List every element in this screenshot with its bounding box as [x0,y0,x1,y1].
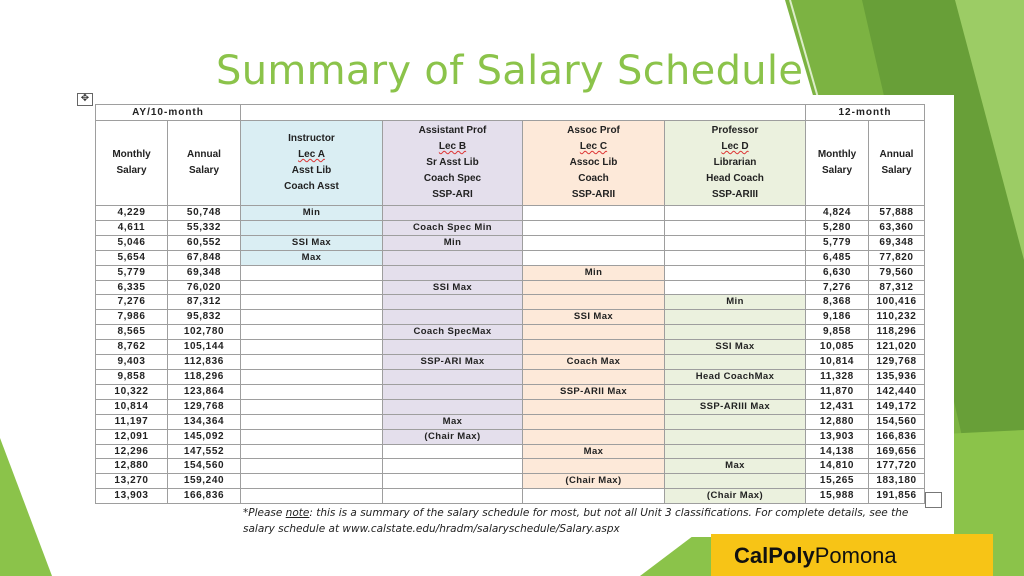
cell-monthly-12: 6,630 [806,265,869,280]
table-row [96,474,925,489]
cell-annual: 112,836 [168,355,241,370]
cell-professor [665,429,806,444]
cell-instructor [241,369,383,384]
table-row [96,310,925,325]
cell-annual: 123,864 [168,384,241,399]
cell-professor [665,220,806,235]
cell-professor [665,474,806,489]
cell-instructor [241,325,383,340]
cell-monthly: 9,858 [96,369,168,384]
cell-instructor: Min [241,206,383,221]
cell-professor [665,384,806,399]
cell-monthly-12: 9,858 [806,325,869,340]
cell-annual-12: 69,348 [869,235,925,250]
cell-professor: Min [665,295,806,310]
cell-assistant-prof: (Chair Max) [383,429,523,444]
cell-assistant-prof [383,295,523,310]
cell-monthly: 8,565 [96,325,168,340]
cell-assoc-prof [523,340,665,355]
cell-annual-12: 63,360 [869,220,925,235]
cell-monthly-12: 11,328 [806,369,869,384]
table-row [96,265,925,280]
cell-monthly-12: 10,814 [806,355,869,370]
cell-monthly: 5,654 [96,250,168,265]
cell-monthly-12: 15,988 [806,489,869,504]
cell-instructor [241,265,383,280]
table-row [96,235,925,250]
cell-monthly-12: 14,138 [806,444,869,459]
cell-assoc-prof: SSP-ARII Max [523,384,665,399]
cell-monthly-12: 5,779 [806,235,869,250]
cell-annual-12: 135,936 [869,369,925,384]
table-row [96,206,925,221]
cell-assistant-prof [383,369,523,384]
cell-annual-12: 191,856 [869,489,925,504]
cell-instructor [241,295,383,310]
cell-assoc-prof [523,235,665,250]
cell-annual-12: 79,560 [869,265,925,280]
cell-annual-12: 110,232 [869,310,925,325]
table-row [96,250,925,265]
cell-assoc-prof: SSI Max [523,310,665,325]
cell-monthly: 12,296 [96,444,168,459]
cell-assistant-prof: Max [383,414,523,429]
table-row [96,369,925,384]
col-annual-salary: Annual Salary [168,121,241,206]
cell-professor [665,444,806,459]
cell-instructor [241,399,383,414]
calpoly-pomona-logo: CalPolyPomona [734,543,897,568]
decor-shape-left [0,438,52,576]
cell-annual-12: 57,888 [869,206,925,221]
cell-instructor [241,310,383,325]
cell-assoc-prof [523,399,665,414]
header-12-month: 12-month [806,105,925,121]
cell-annual-12: 118,296 [869,325,925,340]
cell-monthly-12: 9,186 [806,310,869,325]
cell-annual-12: 149,172 [869,399,925,414]
cell-assoc-prof: Max [523,444,665,459]
cell-professor: Max [665,459,806,474]
cell-assoc-prof: Min [523,265,665,280]
cell-monthly: 7,986 [96,310,168,325]
cell-annual: 145,092 [168,429,241,444]
cell-professor: SSI Max [665,340,806,355]
cell-annual: 95,832 [168,310,241,325]
cell-monthly-12: 10,085 [806,340,869,355]
cell-annual-12: 154,560 [869,414,925,429]
cell-monthly-12: 14,810 [806,459,869,474]
cell-assistant-prof [383,310,523,325]
cell-annual: 129,768 [168,399,241,414]
cell-assistant-prof [383,250,523,265]
cell-monthly-12: 7,276 [806,280,869,295]
cell-instructor [241,355,383,370]
cell-assoc-prof [523,250,665,265]
cell-annual-12: 169,656 [869,444,925,459]
table-row [96,444,925,459]
col-monthly-salary: Monthly Salary [96,121,168,206]
cell-instructor [241,384,383,399]
table-row [96,220,925,235]
cell-instructor [241,459,383,474]
table-row [96,429,925,444]
cell-annual: 69,348 [168,265,241,280]
cell-assistant-prof: SSI Max [383,280,523,295]
cell-assistant-prof: Min [383,235,523,250]
cell-assistant-prof: SSP-ARI Max [383,355,523,370]
col-assistant-prof: Assistant Prof Lec B Sr Asst Lib Coach Spec SSP-ARI [383,121,523,206]
footnote: *Please note: this is a summary of the salary schedule for most, but not all Unit 3 classifications. For complete details, see the salary schedule at www.calstate.edu/hradm/salaryschedule/Salary.aspx [243,507,909,535]
cell-professor [665,310,806,325]
cell-assistant-prof [383,399,523,414]
cell-annual: 50,748 [168,206,241,221]
cell-monthly: 4,229 [96,206,168,221]
cell-monthly: 9,403 [96,355,168,370]
cell-assistant-prof [383,384,523,399]
cell-assoc-prof [523,489,665,504]
col-assoc-prof: Assoc Prof Lec C Assoc Lib Coach SSP-ARII [523,121,665,206]
cell-assoc-prof [523,429,665,444]
cell-instructor [241,429,383,444]
cell-monthly: 13,270 [96,474,168,489]
cell-assistant-prof [383,340,523,355]
cell-instructor [241,280,383,295]
cell-instructor: SSI Max [241,235,383,250]
cell-instructor [241,340,383,355]
cell-annual-12: 166,836 [869,429,925,444]
cell-professor [665,235,806,250]
cell-annual-12: 77,820 [869,250,925,265]
cell-annual: 87,312 [168,295,241,310]
cell-annual-12: 87,312 [869,280,925,295]
table-row [96,489,925,504]
cell-assistant-prof [383,265,523,280]
cell-instructor [241,444,383,459]
cell-annual: 55,332 [168,220,241,235]
cell-monthly-12: 6,485 [806,250,869,265]
cell-monthly-12: 13,903 [806,429,869,444]
cell-assistant-prof [383,459,523,474]
cell-annual-12: 142,440 [869,384,925,399]
col-professor: Professor Lec D Librarian Head Coach SSP-ARIII [665,121,806,206]
cell-assistant-prof [383,489,523,504]
cell-annual-12: 183,180 [869,474,925,489]
cell-monthly: 11,197 [96,414,168,429]
cell-professor [665,265,806,280]
cell-annual-12: 121,020 [869,340,925,355]
cell-annual-12: 129,768 [869,355,925,370]
cell-annual: 134,364 [168,414,241,429]
table-resize-handle[interactable] [925,492,942,508]
cell-assoc-prof [523,325,665,340]
cell-monthly: 10,814 [96,399,168,414]
cell-assoc-prof: Coach Max [523,355,665,370]
col-annual-salary-12: Annual Salary [869,121,925,206]
cell-monthly: 12,091 [96,429,168,444]
cell-assoc-prof [523,206,665,221]
cell-monthly: 4,611 [96,220,168,235]
cell-assistant-prof: Coach SpecMax [383,325,523,340]
cell-assoc-prof [523,459,665,474]
cell-professor: (Chair Max) [665,489,806,504]
cell-professor [665,325,806,340]
cell-annual: 166,836 [168,489,241,504]
table-row [96,355,925,370]
cell-annual: 105,144 [168,340,241,355]
cell-professor [665,355,806,370]
cell-assistant-prof: Coach Spec Min [383,220,523,235]
cell-professor: Head CoachMax [665,369,806,384]
header-ay-10-month: AY/10-month [96,105,241,121]
cell-assoc-prof [523,220,665,235]
cell-annual: 76,020 [168,280,241,295]
cell-monthly-12: 12,880 [806,414,869,429]
cell-annual: 118,296 [168,369,241,384]
table-row [96,414,925,429]
table-row [96,295,925,310]
salary-schedule-table [95,104,925,504]
col-monthly-salary-12: Monthly Salary [806,121,869,206]
cell-monthly: 6,335 [96,280,168,295]
cell-professor: SSP-ARIII Max [665,399,806,414]
cell-assoc-prof [523,369,665,384]
cell-annual: 60,552 [168,235,241,250]
cell-annual: 159,240 [168,474,241,489]
cell-monthly-12: 5,280 [806,220,869,235]
table-row [96,459,925,474]
table-row [96,340,925,355]
cell-monthly: 10,322 [96,384,168,399]
cell-monthly-12: 11,870 [806,384,869,399]
footnote-note-link: note [285,507,310,519]
table-row [96,280,925,295]
cell-assoc-prof: (Chair Max) [523,474,665,489]
cell-assistant-prof [383,474,523,489]
cell-annual: 147,552 [168,444,241,459]
cell-professor [665,280,806,295]
table-row [96,384,925,399]
cell-professor [665,250,806,265]
col-instructor: Instructor Lec A Asst Lib Coach Asst [241,121,383,206]
cell-assoc-prof [523,414,665,429]
cell-annual: 67,848 [168,250,241,265]
cell-monthly: 7,276 [96,295,168,310]
cell-monthly: 12,880 [96,459,168,474]
cell-annual-12: 100,416 [869,295,925,310]
cell-instructor [241,474,383,489]
cell-monthly: 5,046 [96,235,168,250]
cell-professor [665,206,806,221]
cell-instructor [241,489,383,504]
cell-monthly-12: 12,431 [806,399,869,414]
cell-monthly-12: 15,265 [806,474,869,489]
cell-assoc-prof [523,280,665,295]
cell-assistant-prof [383,206,523,221]
cell-assoc-prof [523,295,665,310]
cell-instructor: Max [241,250,383,265]
cell-monthly: 13,903 [96,489,168,504]
table-move-handle-icon[interactable]: ✥ [77,93,93,106]
cell-monthly: 5,779 [96,265,168,280]
cell-monthly-12: 4,824 [806,206,869,221]
cell-annual-12: 177,720 [869,459,925,474]
cell-instructor [241,414,383,429]
cell-monthly-12: 8,368 [806,295,869,310]
slide-title: Summary of Salary Schedule [216,48,804,94]
table-row [96,399,925,414]
cell-instructor [241,220,383,235]
cell-assistant-prof [383,444,523,459]
cell-annual: 102,780 [168,325,241,340]
cell-monthly: 8,762 [96,340,168,355]
table-row [96,325,925,340]
cell-professor [665,414,806,429]
cell-annual: 154,560 [168,459,241,474]
